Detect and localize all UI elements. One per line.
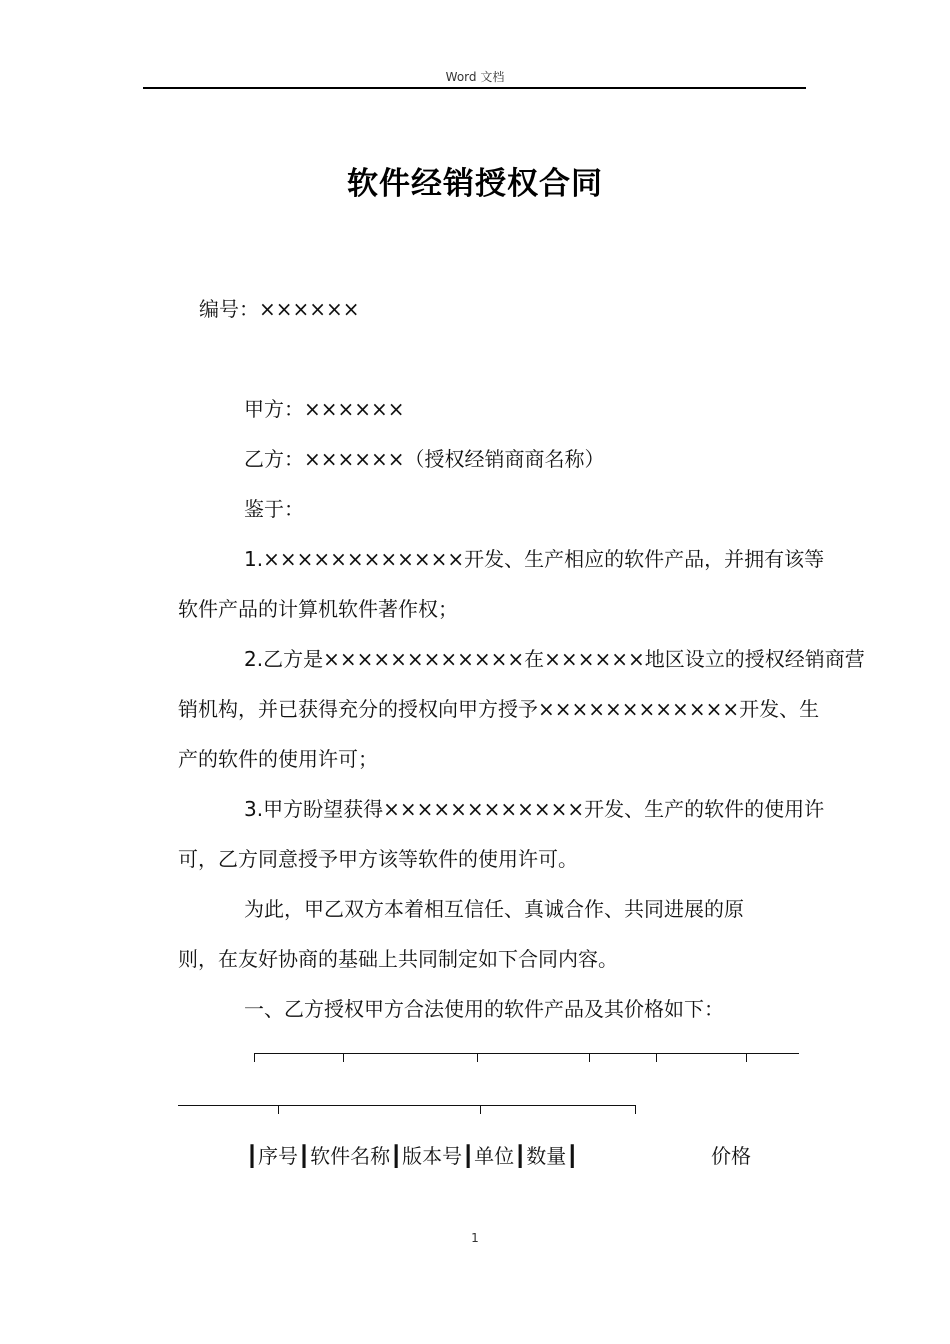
body-line-5: 产的软件的使用许可； — [178, 747, 378, 771]
header-rule — [143, 87, 806, 89]
page-number: 1 — [471, 1231, 479, 1245]
section-one-heading: 一、乙方授权甲方合法使用的软件产品及其价格如下： — [244, 997, 724, 1021]
body-line-2: 软件产品的计算机软件著作权； — [178, 597, 458, 621]
table-tick — [254, 1053, 255, 1062]
whereas-heading: 鉴于： — [244, 497, 304, 521]
contract-number: 编号：×××××× — [199, 297, 360, 321]
table-top-border — [254, 1053, 799, 1054]
table-tick — [343, 1053, 344, 1062]
page-header-label: Word 文档 — [445, 70, 505, 84]
body-line-9: 则，在友好协商的基础上共同制定如下合同内容。 — [178, 947, 618, 971]
table-tick — [477, 1053, 478, 1062]
table-tick — [480, 1105, 481, 1114]
body-line-4: 销机构，并已获得充分的授权向甲方授予××××××××××××开发、生 — [178, 697, 820, 721]
table-tick — [746, 1053, 747, 1062]
table-tick — [589, 1053, 590, 1062]
body-line-3: 2.乙方是××××××××××××在××××××地区设立的授权经销商营 — [244, 647, 865, 671]
table-header-row: ┃序号┃软件名称┃版本号┃单位┃数量┃ — [246, 1144, 579, 1168]
table-tick — [656, 1053, 657, 1062]
table-tick — [278, 1105, 279, 1114]
document-title: 软件经销授权合同 — [347, 166, 603, 202]
body-line-1: 1.××××××××××××开发、生产相应的软件产品，并拥有该等 — [244, 547, 825, 571]
party-b: 乙方：××××××（授权经销商商名称） — [244, 447, 605, 471]
body-line-6: 3.甲方盼望获得××××××××××××开发、生产的软件的使用许 — [244, 797, 825, 821]
table-tick — [635, 1105, 636, 1114]
body-line-8: 为此，甲乙双方本着相互信任、真诚合作、共同进展的原 — [244, 897, 744, 921]
table-header-price: 价格 — [711, 1144, 751, 1168]
body-line-7: 可，乙方同意授予甲方该等软件的使用许可。 — [178, 847, 578, 871]
party-a: 甲方：×××××× — [244, 397, 405, 421]
table-top-border-continued — [178, 1105, 636, 1106]
